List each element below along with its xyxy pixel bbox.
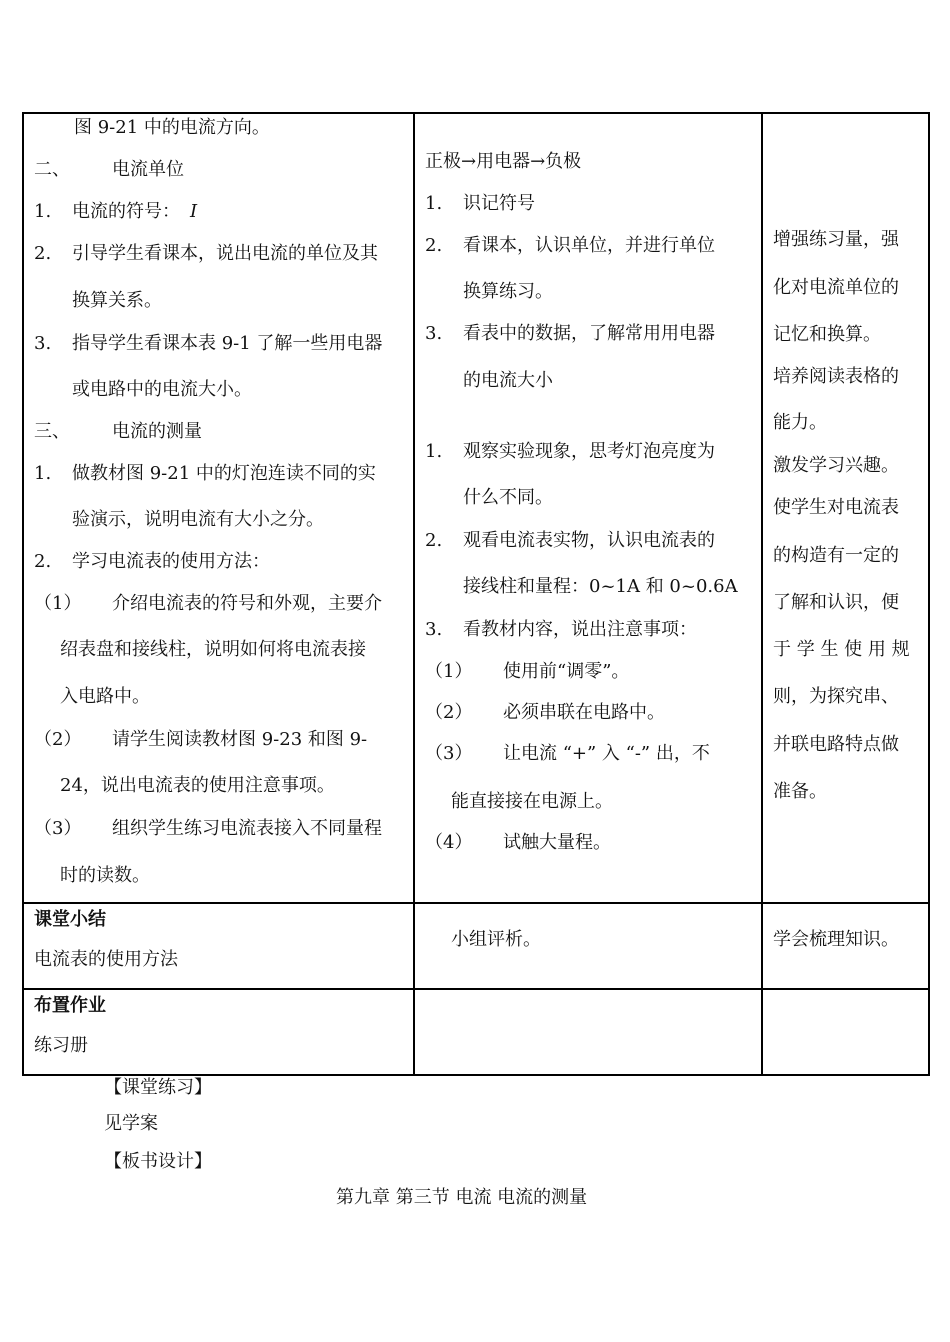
- item-number: 1.: [425, 193, 443, 214]
- summary-cell: [23, 903, 414, 989]
- section-heading: 电流的测量: [112, 421, 202, 442]
- text-line: 了解和认识，便: [773, 592, 899, 613]
- text-line: 能力。: [773, 412, 827, 433]
- text-line: 什么不同。: [463, 487, 553, 508]
- summary-purpose-cell: [762, 903, 929, 989]
- text-line: 观看电流表实物，认识电流表的: [463, 530, 715, 551]
- text-line: 的电流大小: [463, 370, 553, 391]
- homework-purpose-cell: [762, 989, 929, 1075]
- text-line: 必须串联在电路中。: [503, 702, 665, 723]
- text-line: 电流的符号：: [72, 201, 180, 222]
- item-number: 2.: [425, 530, 443, 551]
- text-line: 并联电路特点做: [773, 734, 899, 755]
- text-line: 换算关系。: [72, 290, 162, 311]
- text-line: 于 学 生 使 用 规: [773, 639, 910, 660]
- item-number: 3.: [425, 619, 443, 640]
- text-line: 试触大量程。: [503, 832, 611, 853]
- text-line: 看教材内容，说出注意事项：: [463, 619, 697, 640]
- text-line: 接线柱和量程：0~1A 和 0~0.6A: [463, 576, 738, 597]
- item-number: 3.: [425, 323, 443, 344]
- item-number: （2）: [425, 702, 473, 723]
- text-line: 看课本，认识单位，并进行单位: [463, 235, 715, 256]
- design-intent-cell: [762, 113, 929, 903]
- text-line: 绍表盘和接线柱，说明如何将电流表接: [60, 639, 366, 660]
- text-line: 能直接接在电源上。: [451, 791, 613, 812]
- text-line: 让电流 “+” 入 “-” 出，不: [503, 743, 710, 764]
- homework-activity-cell: [414, 989, 762, 1075]
- text-line: 图 9-21 中的电流方向。: [74, 117, 270, 138]
- table-row: [23, 113, 929, 903]
- text-line: 使用前“调零”。: [503, 661, 630, 682]
- symbol-text: I: [190, 201, 198, 222]
- text-line: 记忆和换算。: [773, 324, 881, 345]
- text-line: 验演示，说明电流有大小之分。: [72, 509, 324, 530]
- text-line: 时的读数。: [60, 865, 150, 886]
- text-line: 24，说出电流表的使用注意事项。: [60, 775, 335, 796]
- text-line: 的构造有一定的: [773, 545, 899, 566]
- text-line: 观察实验现象，思考灯泡亮度为: [463, 441, 715, 462]
- text-line: 准备。: [773, 781, 827, 802]
- summary-purpose: 学会梳理知识。: [773, 929, 899, 950]
- student-activity-cell: [414, 113, 762, 903]
- practice-text: 见学案: [104, 1113, 158, 1134]
- teacher-activity-cell: [23, 113, 414, 903]
- summary-activity: 小组评析。: [451, 929, 541, 950]
- text-line: 正极→用电器→负极: [425, 151, 582, 172]
- homework-text: 练习册: [34, 1035, 88, 1056]
- text-line: 引导学生看课本，说出电流的单位及其: [72, 243, 378, 264]
- homework-cell: [23, 989, 414, 1075]
- board-design-heading: 【板书设计】: [104, 1151, 212, 1172]
- text-line: 做教材图 9-21 中的灯泡连读不同的实: [72, 463, 376, 484]
- item-number: 2.: [425, 235, 443, 256]
- table-row: [23, 903, 929, 989]
- text-line: 组织学生练习电流表接入不同量程: [112, 818, 382, 839]
- text-line: 指导学生看课本表 9-1 了解一些用电器: [72, 333, 383, 354]
- item-number: 1.: [34, 463, 52, 484]
- section-number: 三、: [34, 421, 70, 442]
- item-number: 1.: [425, 441, 443, 462]
- text-line: 增强练习量，强: [773, 229, 899, 250]
- text-line: 学习电流表的使用方法：: [72, 551, 270, 572]
- item-number: 2.: [34, 243, 52, 264]
- summary-activity-cell: [414, 903, 762, 989]
- text-line: 或电路中的电流大小。: [72, 379, 252, 400]
- item-number: （1）: [425, 661, 473, 682]
- text-line: 化对电流单位的: [773, 277, 899, 298]
- text-line: 入电路中。: [60, 686, 150, 707]
- homework-heading: 布置作业: [34, 995, 106, 1016]
- text-line: 培养阅读表格的: [773, 366, 899, 387]
- summary-heading: 课堂小结: [34, 909, 106, 930]
- item-number: （2）: [34, 729, 82, 750]
- text-line: 换算练习。: [463, 281, 553, 302]
- item-number: （1）: [34, 593, 82, 614]
- item-number: 1.: [34, 201, 52, 222]
- item-number: 2.: [34, 551, 52, 572]
- section-number: 二、: [34, 159, 70, 180]
- item-number: （4）: [425, 832, 473, 853]
- text-line: 则，为探究串、: [773, 686, 899, 707]
- lesson-plan-table: [22, 112, 930, 1076]
- board-title: 第九章 第三节 电流 电流的测量: [336, 1187, 588, 1208]
- text-line: 激发学习兴趣。: [773, 455, 899, 476]
- item-number: （3）: [425, 743, 473, 764]
- text-line: 看表中的数据，了解常用用电器: [463, 323, 715, 344]
- text-line: 识记符号: [463, 193, 535, 214]
- practice-heading: 【课堂练习】: [104, 1077, 212, 1098]
- summary-text: 电流表的使用方法: [34, 949, 178, 970]
- text-line: 使学生对电流表: [773, 497, 899, 518]
- section-heading: 电流单位: [112, 159, 184, 180]
- item-number: （3）: [34, 818, 82, 839]
- item-number: 3.: [34, 333, 52, 354]
- table-row: [23, 989, 929, 1075]
- text-line: 介绍电流表的符号和外观，主要介: [112, 593, 382, 614]
- text-line: 请学生阅读教材图 9-23 和图 9-: [112, 729, 368, 750]
